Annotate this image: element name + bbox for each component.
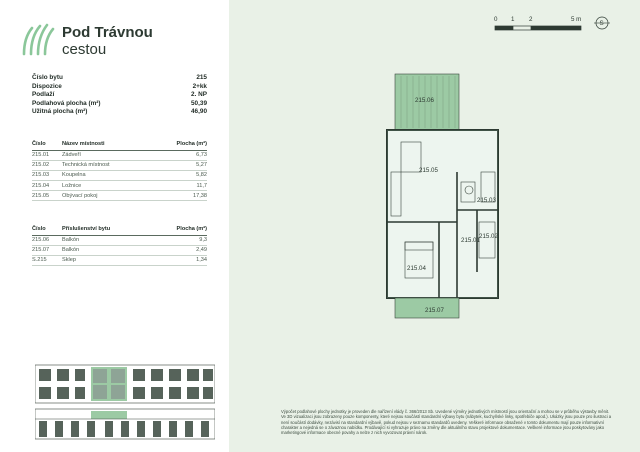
room-name: Technická místnost bbox=[62, 160, 150, 170]
apartment-fill bbox=[387, 130, 498, 298]
summary-value: 2+kk bbox=[192, 82, 207, 90]
summary-label: Číslo bytu bbox=[32, 74, 63, 81]
brand-name bbox=[62, 24, 153, 58]
scale-label: 5 m bbox=[571, 16, 582, 23]
room-label: 215.01 bbox=[461, 237, 480, 244]
room-name: Koupelna bbox=[62, 170, 150, 180]
room-label: 215.02 bbox=[479, 233, 498, 240]
room-label: 215.06 bbox=[415, 97, 434, 104]
table-row bbox=[32, 255, 207, 265]
apartment-summary bbox=[32, 74, 207, 117]
scale-label: 0 bbox=[494, 16, 498, 23]
summary-label: Užitná plocha (m²) bbox=[32, 108, 88, 116]
scale-bar bbox=[492, 14, 587, 38]
table-row bbox=[32, 150, 207, 160]
column-header: Příslušenství bytu bbox=[62, 224, 151, 235]
room-label: 215.03 bbox=[477, 197, 496, 204]
room-area: 5,82 bbox=[150, 170, 207, 180]
table-header-row bbox=[32, 139, 207, 150]
column-header: Číslo bbox=[32, 139, 62, 150]
summary-row bbox=[32, 74, 207, 83]
scale-label: 2 bbox=[529, 16, 533, 23]
summary-value: 2. NP bbox=[191, 91, 207, 99]
table-row bbox=[32, 181, 207, 191]
room-area: 1,34 bbox=[151, 255, 207, 265]
room-area: 9,3 bbox=[151, 235, 207, 245]
column-header: Plocha (m²) bbox=[150, 139, 207, 150]
north-arrow-icon bbox=[594, 14, 610, 32]
room-name: Zádveří bbox=[62, 150, 150, 160]
table-row bbox=[32, 235, 207, 245]
room-name: Balkón bbox=[62, 235, 151, 245]
rooms-table bbox=[32, 139, 207, 201]
room-label: 215.07 bbox=[425, 307, 444, 314]
summary-row bbox=[32, 100, 207, 109]
room-number: 215.02 bbox=[32, 160, 62, 170]
room-area: 2,49 bbox=[151, 245, 207, 255]
room-area: 6,73 bbox=[150, 150, 207, 160]
brand-line-2: cestou bbox=[62, 41, 107, 58]
floor-plan bbox=[377, 72, 502, 322]
room-number: 215.07 bbox=[32, 245, 62, 255]
room-number: S.215 bbox=[32, 255, 62, 265]
room-number: 215.06 bbox=[32, 235, 62, 245]
summary-value: 215 bbox=[196, 74, 207, 81]
disclaimer-text: Výpočet podlahové plochy jednotky je proveden dle nařízení vlády č. 366/2013 Sb. Uvedené výměry jednotlivých místností jsou orientační a mohou se v průběhu výstavby měnit. Ve 3D vizualizaci jsou zobrazeny pouze komponenty, které nejsou součástí standardní výbavy bytu (nábytek, kuchyňské linky, spotřebiče apod.). Ukázky jsou pouze pro ilustraci a není součástí dodávky, nezávisí na standardní výbavě, pokud nejsou v seznamu standardů uvedeny. Veškeré informace obsažené v tomto dokumentu mají pouze informativní charakter a nejedná se o závaznou nabídku. Prodávající si vyhrazuje právo na změny dle aktuálního stavu projektové dokumentace. Veškeré informace jsou poskytovány jako marketingové informace obecné povahy a nelze z nich vyvozovat právní nárok. bbox=[281, 409, 612, 436]
room-name: Balkón bbox=[62, 245, 151, 255]
summary-row bbox=[32, 91, 207, 100]
room-name: Ložnice bbox=[62, 181, 150, 191]
summary-label: Podlahová plocha (m²) bbox=[32, 99, 101, 107]
summary-row bbox=[32, 83, 207, 92]
column-header: Číslo bbox=[32, 224, 62, 235]
room-area: 11,7 bbox=[150, 181, 207, 191]
summary-label: Dispozice bbox=[32, 82, 62, 90]
summary-row bbox=[32, 108, 207, 117]
room-number: 215.03 bbox=[32, 170, 62, 180]
brand-line-1: Pod Trávnou bbox=[62, 24, 153, 41]
scale-label: 1 bbox=[511, 16, 515, 23]
table-row bbox=[32, 170, 207, 180]
building-elevation bbox=[35, 363, 215, 443]
grass-logo-icon bbox=[20, 22, 56, 56]
table-row bbox=[32, 191, 207, 201]
summary-value: 50,39 bbox=[191, 99, 207, 107]
room-label: 215.05 bbox=[419, 167, 438, 174]
table-row bbox=[32, 160, 207, 170]
summary-label: Podlaží bbox=[32, 91, 55, 99]
table-row bbox=[32, 245, 207, 255]
room-number: 215.05 bbox=[32, 191, 62, 201]
compass-label: S bbox=[599, 20, 604, 27]
column-header: Název místnosti bbox=[62, 139, 150, 150]
room-area: 5,27 bbox=[150, 160, 207, 170]
room-name: Obývací pokoj bbox=[62, 191, 150, 201]
summary-value: 46,90 bbox=[191, 108, 207, 116]
room-number: 215.04 bbox=[32, 181, 62, 191]
accessories-table bbox=[32, 224, 207, 266]
room-name: Sklep bbox=[62, 255, 151, 265]
room-area: 17,38 bbox=[150, 191, 207, 201]
room-label: 215.04 bbox=[407, 265, 426, 272]
info-panel bbox=[0, 0, 229, 452]
room-number: 215.01 bbox=[32, 150, 62, 160]
table-header-row bbox=[32, 224, 207, 235]
column-header: Plocha (m²) bbox=[151, 224, 207, 235]
